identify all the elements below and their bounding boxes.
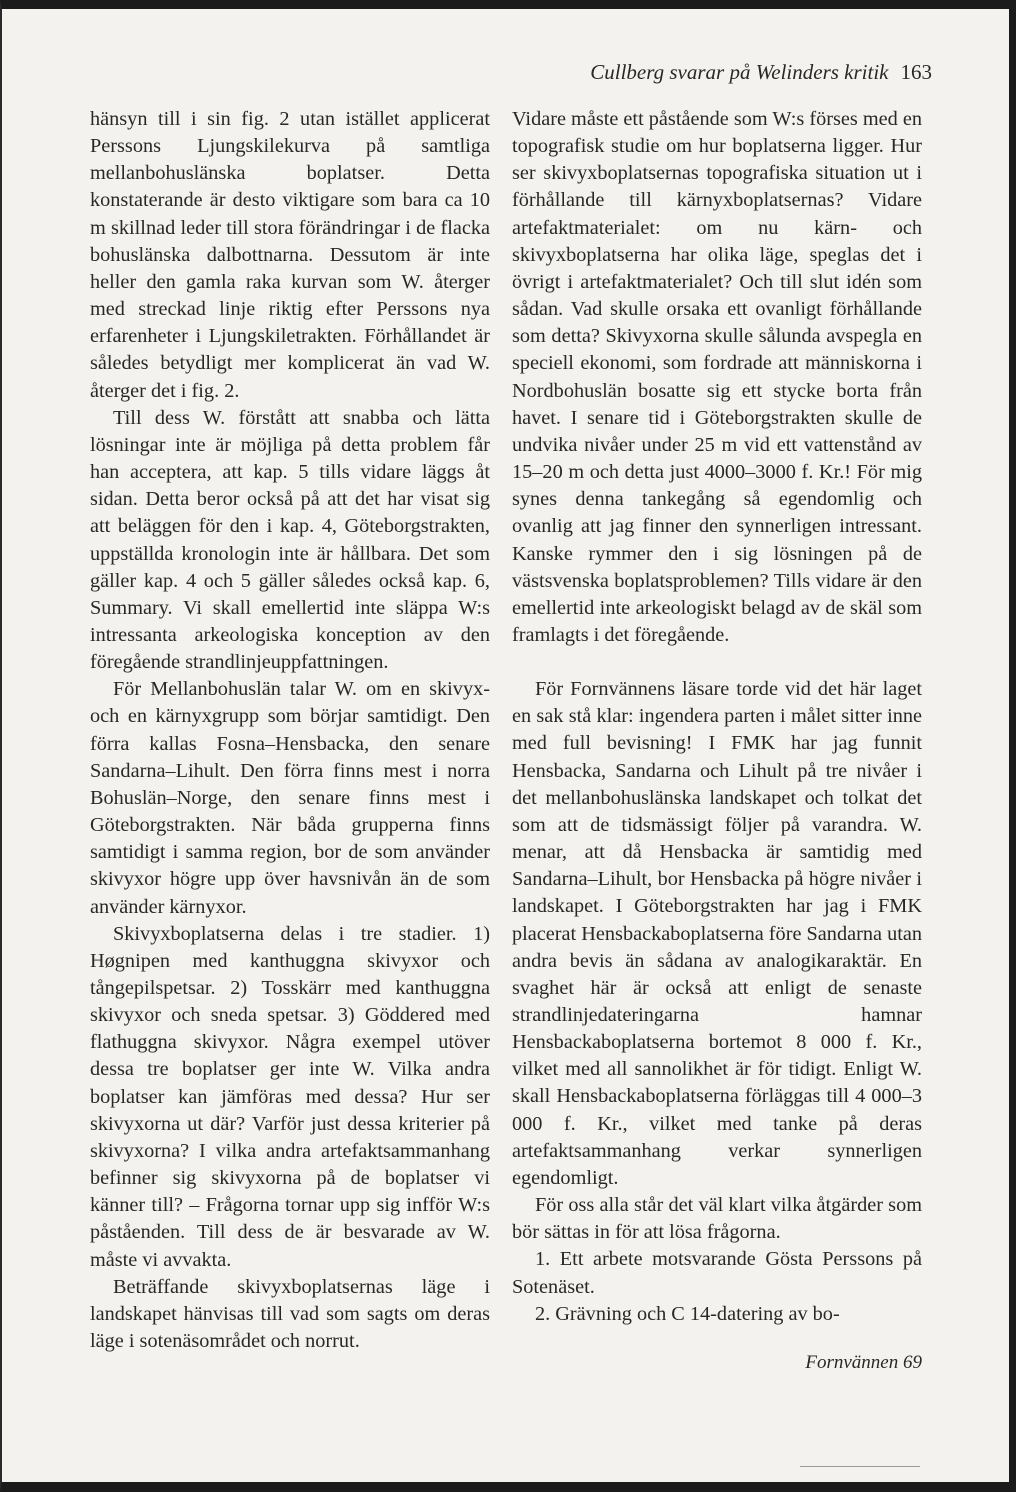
scan-line (800, 1466, 920, 1467)
right-column (512, 106, 922, 1328)
numbered-item: 1. Ett arbete motsvarande Gösta Perssons på Sotenäset. (512, 1248, 922, 1298)
paragraph: Vidare måste ett påstående som W:s förses med en topografisk studie om hur boplatserna ligger. Hur ser skivyxboplatsernas topografiska situation ut i förhållande till kärnyxboplatsernas? Vidare artefaktmaterialet: om nu kärn- och skivyxboplatserna har olika läge, speglas det i övrigt i artefaktmaterialet? Och till slut idén som sådan. Vad skulle orsaka ett ovanligt förhållande som detta? Skivyxorna skulle sålunda avspegla en speciell ekonomi, som fordrade att människorna i Nordbohuslän bosatte sig ett stycke borta från havet. I senare tid i Göteborgstrakten skulle de undvika nivåer under 25 m vid ett vattenstånd av 15–20 m och detta just 4000–3000 f. Kr.! För mig synes denna tankegång så egendomlig och ovanlig att jag finner den synnerligen intressant. Kanske rymmer den i sig lösningen på de västsvenska boplatsproblemen? Tills vidare är den emellertid inte arkeologiskt belagd av de skäl som framlagts i det föregående. (512, 108, 922, 646)
page-number: 163 (900, 60, 932, 84)
paragraph: För Fornvännens läsare torde vid det här laget en sak stå klar: ingendera parten i målet sitter inne med full bevisning! I FMK har jag funnit Hensbacka, Sandarna och Lihult på tre nivåer i det mellanbohuslänska landskapet och tolkat det som att de tidsmässigt följer på varandra. W. menar, att då Hensbacka är samtidig med Sandarna–Lihult, bor Hensbacka på högre nivåer i landskapet. I Göteborgstrakten har jag i FMK placerat Hensbackaboplatserna före Sandarna utan andra bevis än sådana av analogikaraktär. En svaghet här är också att enligt de senaste strandlinjedateringarna hamnar Hensbackaboplatserna bortemot 8 000 f. Kr., vilket med all sannolikhet är för tidigt. Enligt W. skall Hensbackaboplatserna förläggas till 4 000–3 000 f. Kr., vilket med tanke på deras artefaktsammanhang verkar synnerligen egendomligt. (512, 678, 922, 1189)
paragraph: För oss alla står det väl klart vilka åtgärder som bör sättas in för att lösa frågorna. (512, 1194, 922, 1244)
paragraph: hänsyn till i sin fig. 2 utan istället applicerat Perssons Ljungskilekurva på samtliga mellanbohuslänska boplatser. Detta konstaterande är desto viktigare som bara ca 10 m skillnad leder till stora förändringar i de flacka bohuslänska dalbottnarna. Dessutom är inte heller den gamla raka kurvan som W. återger med streckad linje riktig efter Perssons nya erfarenheter i Ljungskiletrakten. Förhållandet är således betydligt mer komplicerat än vad W. återger det i fig. 2. (90, 108, 490, 402)
paragraph: Beträffande skivyxboplatsernas läge i landskapet hänvisas till vad som sagts om deras läge i sotenäsområdet och norrut. (90, 1275, 490, 1353)
paragraph: För Mellanbohuslän talar W. om en skivyx- och en kärnyxgrupp som börjar samtidigt. Den förra kallas Fosna–Hensbacka, den senare Sandarna–Lihult. Den förra finns mest i norra Bohuslän–Norge, den senare finns mest i Göteborgstrakten. När båda grupperna finns samtidigt i samma region, bor de som använder skivyxor högre upp över havsnivån än de som använder kärnyxor. (90, 678, 490, 918)
left-column (90, 106, 490, 1355)
running-head (560, 60, 932, 85)
paragraph: Skivyxboplatserna delas i tre stadier. 1) Høgnipen med kanthuggna skivyxor och tångepilspetsar. 2) Tosskärr med kanthuggna skivyxor och sneda spetsar. 3) Göddered med flathuggna skivyxor. Några exempel utöver dessa tre boplatser ger inte W. Vilka andra boplatser kan jämföras med dessa? Hur ser skivyxorna ut där? Varför just dessa kriterier på skivyxorna? I vilka andra artefaktsammanhang befinner sig skivyxorna på de boplatser vi känner till? – Frågorna tornar upp sig infför W:s påståenden. Till dess de är besvarade av W. måste vi avvakta. (90, 922, 490, 1271)
journal-footer: Fornvännen 69 (805, 1352, 922, 1373)
paragraph: Till dess W. förstått att snabba och lätta lösningar inte är möjliga på detta problem får han acceptera, att kap. 5 tills vidare läggs åt sidan. Detta beror också på att det har visat sig att beläggen för den i kap. 4, Göteborgstrakten, uppställda kronologin inte är hållbara. Det som gäller kap. 4 och 5 gäller således också kap. 6, Summary. Vi skall emellertid inte släppa W:s intressanta arkeologiska konception av den föregående strandlinjeuppfattningen. (90, 406, 490, 674)
running-title: Cullberg svarar på Welinders kritik (590, 60, 889, 84)
numbered-item: 2. Grävning och C 14-datering av bo- (535, 1302, 840, 1325)
